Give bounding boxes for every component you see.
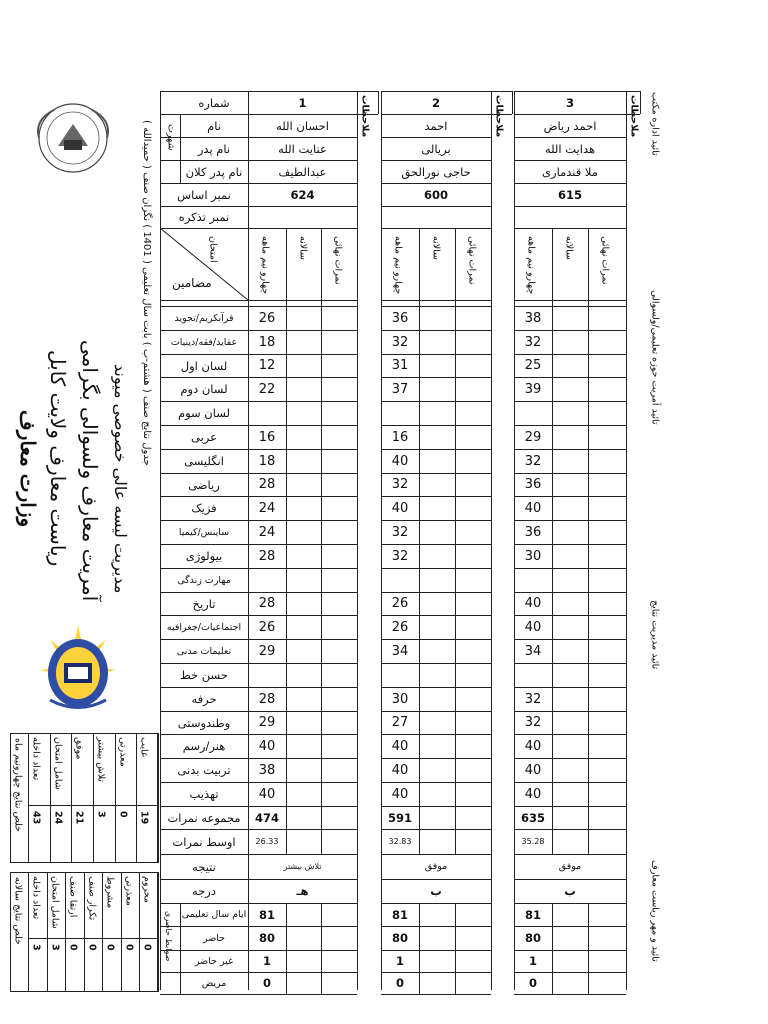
score-cell: 24 <box>258 500 276 516</box>
student-number: 1 <box>298 95 307 110</box>
score-cell: 28 <box>258 691 276 707</box>
summary-label: محروم <box>141 876 153 903</box>
score-cell: 30 <box>391 691 409 707</box>
subject-label: تعلیمات مدنی <box>176 645 232 657</box>
score-cell: 27 <box>391 715 409 730</box>
score-cell: 36 <box>524 524 542 540</box>
score-cell: 29 <box>524 429 542 445</box>
grid-line <box>248 994 357 995</box>
grid-line <box>419 903 420 994</box>
score-cell <box>381 401 419 425</box>
grid-line <box>286 228 287 854</box>
score-cell: 40 <box>524 619 542 635</box>
label-tazkira: نمبر تذکره <box>178 210 230 224</box>
subject-label: حسن خط <box>180 668 228 682</box>
summary-value: 24 <box>52 811 64 825</box>
grade-cell: ب <box>430 884 442 898</box>
summary-value: 19 <box>138 811 150 825</box>
average-cell: 26.33 <box>255 837 279 846</box>
label-subjects: مضامین <box>172 276 212 290</box>
grid-line <box>626 91 640 92</box>
summary-value: 43 <box>30 811 42 825</box>
label-exam: امتحان <box>207 236 219 263</box>
score-cell: 40 <box>391 453 409 469</box>
grid-line <box>491 91 512 92</box>
summary-line <box>65 872 66 992</box>
grid-line <box>514 228 626 229</box>
school-title: مدیریت لیسه عالی خصوصی میوند <box>111 364 130 594</box>
summary-label: تعداد داخله <box>30 876 42 920</box>
student-father: عنایت الله <box>278 141 327 156</box>
score-cell: 36 <box>524 477 542 492</box>
subject-label: تربیت بدنی <box>177 763 231 777</box>
score-cell: 40 <box>391 786 409 802</box>
grid-line <box>626 91 627 990</box>
summary-line <box>71 733 72 863</box>
score-cell: 40 <box>391 500 409 516</box>
score-cell <box>248 663 286 687</box>
subject-label: لسان سوم <box>177 406 231 420</box>
grid-line <box>286 903 287 994</box>
score-cell: 40 <box>258 738 276 754</box>
score-cell: 28 <box>258 477 276 492</box>
score-cell: 38 <box>524 310 542 326</box>
label-father: نام پدر <box>197 141 231 156</box>
exam-column-header: چهارو نیم ماهه <box>259 236 271 295</box>
summary-line <box>50 733 51 863</box>
present-cell: 80 <box>524 931 541 945</box>
score-cell: 40 <box>524 500 542 516</box>
grid-line <box>552 903 553 994</box>
score-cell: 29 <box>258 715 276 730</box>
score-cell <box>514 663 552 687</box>
table-title: جدول نتایج صنف ( هشتم-ب ) بابت سال تعلیمی ( 1401 ) نگران صنف ( حمیدالله ) <box>141 120 152 466</box>
student-father: بریالی <box>421 141 451 156</box>
score-cell <box>248 401 286 425</box>
subject-label: اجتماعیات/جغرافیه <box>166 621 242 633</box>
summary-label: غایب <box>138 737 150 757</box>
label-result: نتیجه <box>192 859 216 874</box>
grid-line <box>491 91 492 990</box>
student-tazkira <box>381 206 491 228</box>
student-name: احسان الله <box>276 118 329 133</box>
sick-cell: 0 <box>262 976 271 990</box>
subject-label: وطندوستی <box>177 715 231 730</box>
score-cell: 18 <box>258 334 276 350</box>
label-school-days: ایام سال تعلیمی <box>181 909 247 920</box>
district-title: آمریت معارف ولسوالی بگرامی <box>78 340 102 602</box>
school-logo <box>30 615 126 725</box>
subject-label: هنر/رسم <box>182 739 226 753</box>
present-cell: 80 <box>258 931 275 945</box>
approval-label: تائید اداره مکتب <box>649 92 661 156</box>
subject-label: عربی <box>191 430 217 444</box>
absent-cell: 1 <box>395 954 404 968</box>
label-number: شماره <box>198 95 230 110</box>
summary-line <box>28 938 158 939</box>
student-grandfather: ملا قندماری <box>542 164 598 179</box>
score-cell <box>381 663 419 687</box>
grid-line <box>455 228 456 854</box>
summary-value: 0 <box>86 944 98 951</box>
score-cell: 16 <box>258 429 276 445</box>
label-grandfather: نام پدر کلان <box>185 164 243 179</box>
summary-label: تعداد داخله <box>30 737 42 781</box>
school-days-cell: 81 <box>391 907 408 922</box>
student-name: احمد ریاض <box>543 118 597 133</box>
approval-label: تائید مدیریت نتایج <box>649 600 661 670</box>
score-cell: 24 <box>258 524 276 540</box>
score-cell: 26 <box>391 619 409 635</box>
summary-label: معذرتی <box>117 737 129 767</box>
summary-line <box>102 872 103 992</box>
grade-cell: هـ <box>296 884 309 898</box>
summary-value: 0 <box>117 811 129 818</box>
summary-value: 21 <box>73 811 85 825</box>
score-cell: 30 <box>524 548 542 564</box>
grid-line <box>512 91 513 114</box>
grid-line <box>248 228 357 229</box>
remarks-label: ملاحظات <box>628 95 640 138</box>
score-cell: 31 <box>391 358 409 373</box>
grid-line <box>640 91 641 114</box>
score-cell: 32 <box>524 453 542 469</box>
subject-label: لسان اول <box>180 358 228 373</box>
remarks-label: ملاحظات <box>359 95 371 138</box>
grid-line <box>378 91 379 114</box>
score-cell: 40 <box>391 762 409 778</box>
exam-column-header: سالانه <box>297 236 309 261</box>
grid-line <box>248 300 357 301</box>
total-cell: 635 <box>520 810 545 825</box>
average-cell: 35.28 <box>521 837 545 846</box>
score-cell: 36 <box>391 310 409 326</box>
summary-line <box>84 872 85 992</box>
average-cell: 32.83 <box>388 837 412 846</box>
label-sick: مریض <box>201 977 227 989</box>
label-grade: درجه <box>192 884 216 898</box>
absent-cell: 1 <box>528 954 537 968</box>
score-cell: 32 <box>391 548 409 564</box>
summary-label: تکرار صنف <box>86 876 98 921</box>
score-cell: 26 <box>258 310 276 326</box>
result-cell: موفق <box>558 861 582 872</box>
grid-line <box>552 228 553 854</box>
subject-label: بیولوژی <box>185 549 223 563</box>
sick-cell: 0 <box>395 976 404 990</box>
subject-label: انگلیسی <box>184 454 224 468</box>
grid-line <box>588 903 589 994</box>
score-cell <box>248 568 286 592</box>
grid-line <box>160 300 248 301</box>
exam-column-header: نمرات نهائی <box>599 236 611 285</box>
score-cell: 38 <box>258 762 276 778</box>
score-cell: 40 <box>524 762 542 778</box>
student-name: احمد <box>424 118 448 133</box>
score-cell: 32 <box>524 691 542 707</box>
student-number: 2 <box>431 95 440 110</box>
grid-line <box>514 300 626 301</box>
exam-column-header: سالانه <box>563 236 575 261</box>
ministry-title: وزارت معارف <box>16 410 40 528</box>
subject-label: حرفه <box>191 692 217 706</box>
summary-label: موفق <box>73 737 85 760</box>
score-cell: 40 <box>524 596 542 611</box>
summary-label: شامل امتحان <box>52 737 64 790</box>
score-cell: 28 <box>258 596 276 611</box>
remarks-label: ملاحظات <box>493 95 505 138</box>
score-cell: 32 <box>391 334 409 350</box>
subject-label: ساینس/کیمیا <box>178 526 230 538</box>
summary-label: معذرتی <box>123 876 135 906</box>
score-cell: 29 <box>258 643 276 659</box>
student-base-number: 624 <box>290 187 315 202</box>
summary-value: 3 <box>95 811 107 818</box>
summary-label: شامل امتحان <box>49 876 61 929</box>
score-cell: 40 <box>524 786 542 802</box>
score-cell: 39 <box>524 381 542 397</box>
approval-label: تائید و مهر ریاست معارف <box>649 860 661 962</box>
subject-label: تهذیب <box>189 787 219 801</box>
score-cell: 32 <box>391 524 409 540</box>
summary-value: 0 <box>104 944 116 951</box>
score-cell <box>514 568 552 592</box>
sick-cell: 0 <box>528 976 537 990</box>
summary-value: 0 <box>67 944 79 951</box>
grid-line <box>419 228 420 854</box>
approval-label: تائید آمریت حوزه تعلیمی/ولسوالی <box>649 290 661 425</box>
subject-label: مهارت زندگی <box>177 574 231 586</box>
student-tazkira <box>248 206 357 228</box>
label-average: اوسط نمرات <box>172 834 236 849</box>
summary-line <box>47 872 48 992</box>
grade-cell: ب <box>564 884 576 898</box>
student-grandfather: عبدالطیف <box>278 164 327 179</box>
score-cell: 12 <box>258 358 276 373</box>
summary-label: ارتقا صنف <box>67 876 79 918</box>
grid-line <box>381 300 491 301</box>
ministry-emblem <box>14 100 132 176</box>
subject-label: عقاید/فقه/دینیات <box>170 336 238 348</box>
student-father: هدایت الله <box>544 141 596 156</box>
subject-label: تاریخ <box>192 596 216 611</box>
label-name: نام <box>207 118 221 133</box>
subject-label: فزیک <box>191 501 217 515</box>
result-cell: تلاش بیشتر <box>283 862 322 871</box>
student-base-number: 600 <box>423 187 448 202</box>
label-total: مجموعه نمرات <box>167 810 241 825</box>
score-cell: 34 <box>391 643 409 659</box>
result-cell: موفق <box>424 861 448 872</box>
score-cell: 40 <box>524 738 542 754</box>
score-cell: 16 <box>391 429 409 445</box>
summary-half-title: خلص نتایج چهارونیم ماه <box>12 738 24 833</box>
summary-line <box>121 872 122 992</box>
label-base-number: نمبر اساس <box>177 187 231 202</box>
score-cell: 32 <box>524 715 542 730</box>
summary-line <box>28 733 29 863</box>
score-cell: 18 <box>258 453 276 469</box>
subject-label: قرآنکریم/تجوید <box>174 312 234 324</box>
grid-line <box>321 228 322 854</box>
grid-line <box>321 903 322 994</box>
score-cell: 32 <box>391 477 409 492</box>
label-attendance-group: ضوابط حاضری <box>164 911 173 962</box>
summary-value: 3 <box>49 944 61 951</box>
label-present: حاضر <box>202 932 226 944</box>
summary-line <box>28 805 158 806</box>
school-days-cell: 81 <box>258 907 275 922</box>
score-cell: 25 <box>524 358 542 373</box>
present-cell: 80 <box>391 931 408 945</box>
score-cell: 28 <box>258 548 276 564</box>
score-cell: 37 <box>391 381 409 397</box>
subject-label: لسان دوم <box>180 382 228 396</box>
summary-value: 3 <box>30 944 42 951</box>
exam-column-header: چهارو نیم ماهه <box>525 236 537 295</box>
summary-label: مشروط <box>104 876 116 909</box>
summary-line <box>158 733 159 863</box>
exam-column-header: نمرات نهائی <box>466 236 478 285</box>
summary-label: تلاش بیشتر <box>95 737 107 783</box>
grid-line <box>514 994 626 995</box>
summary-line <box>158 872 159 992</box>
student-tazkira <box>514 206 626 228</box>
student-base-number: 615 <box>557 187 582 202</box>
summary-line <box>139 872 140 992</box>
exam-column-header: سالانه <box>430 236 442 261</box>
grid-line <box>357 91 358 990</box>
summary-value: 0 <box>141 944 153 951</box>
summary-value: 0 <box>123 944 135 951</box>
score-cell: 34 <box>524 643 542 659</box>
exam-column-header: نمرات نهائی <box>332 236 344 285</box>
subject-label: ریاضی <box>188 477 220 492</box>
grid-line <box>357 91 378 92</box>
score-cell: 32 <box>524 334 542 350</box>
summary-line <box>136 733 137 863</box>
label-identity-group: شهرت <box>165 124 177 151</box>
grid-line <box>455 903 456 994</box>
student-grandfather: حاجی نورالحق <box>401 164 471 179</box>
exam-column-header: چهارو نیم ماهه <box>392 236 404 295</box>
grid-line <box>160 994 248 995</box>
school-days-cell: 81 <box>524 907 541 922</box>
grid-line <box>381 994 491 995</box>
grid-line <box>381 228 491 229</box>
summary-annual-title: خلص نتایج سالانه <box>12 877 24 945</box>
student-number: 3 <box>565 95 574 110</box>
label-absent: غیر حاضر <box>194 955 234 967</box>
score-cell: 40 <box>391 738 409 754</box>
summary-line <box>28 872 29 992</box>
absent-cell: 1 <box>262 954 271 968</box>
total-cell: 474 <box>254 810 279 825</box>
summary-line <box>93 733 94 863</box>
score-cell: 22 <box>258 381 276 397</box>
score-cell: 26 <box>258 619 276 635</box>
score-cell <box>514 401 552 425</box>
grid-line <box>588 228 589 854</box>
summary-line <box>115 733 116 863</box>
score-cell: 40 <box>258 786 276 802</box>
total-cell: 591 <box>387 810 412 825</box>
province-title: ریاست معارف ولایت کابل <box>46 350 70 567</box>
score-cell <box>381 568 419 592</box>
score-cell: 26 <box>391 596 409 611</box>
